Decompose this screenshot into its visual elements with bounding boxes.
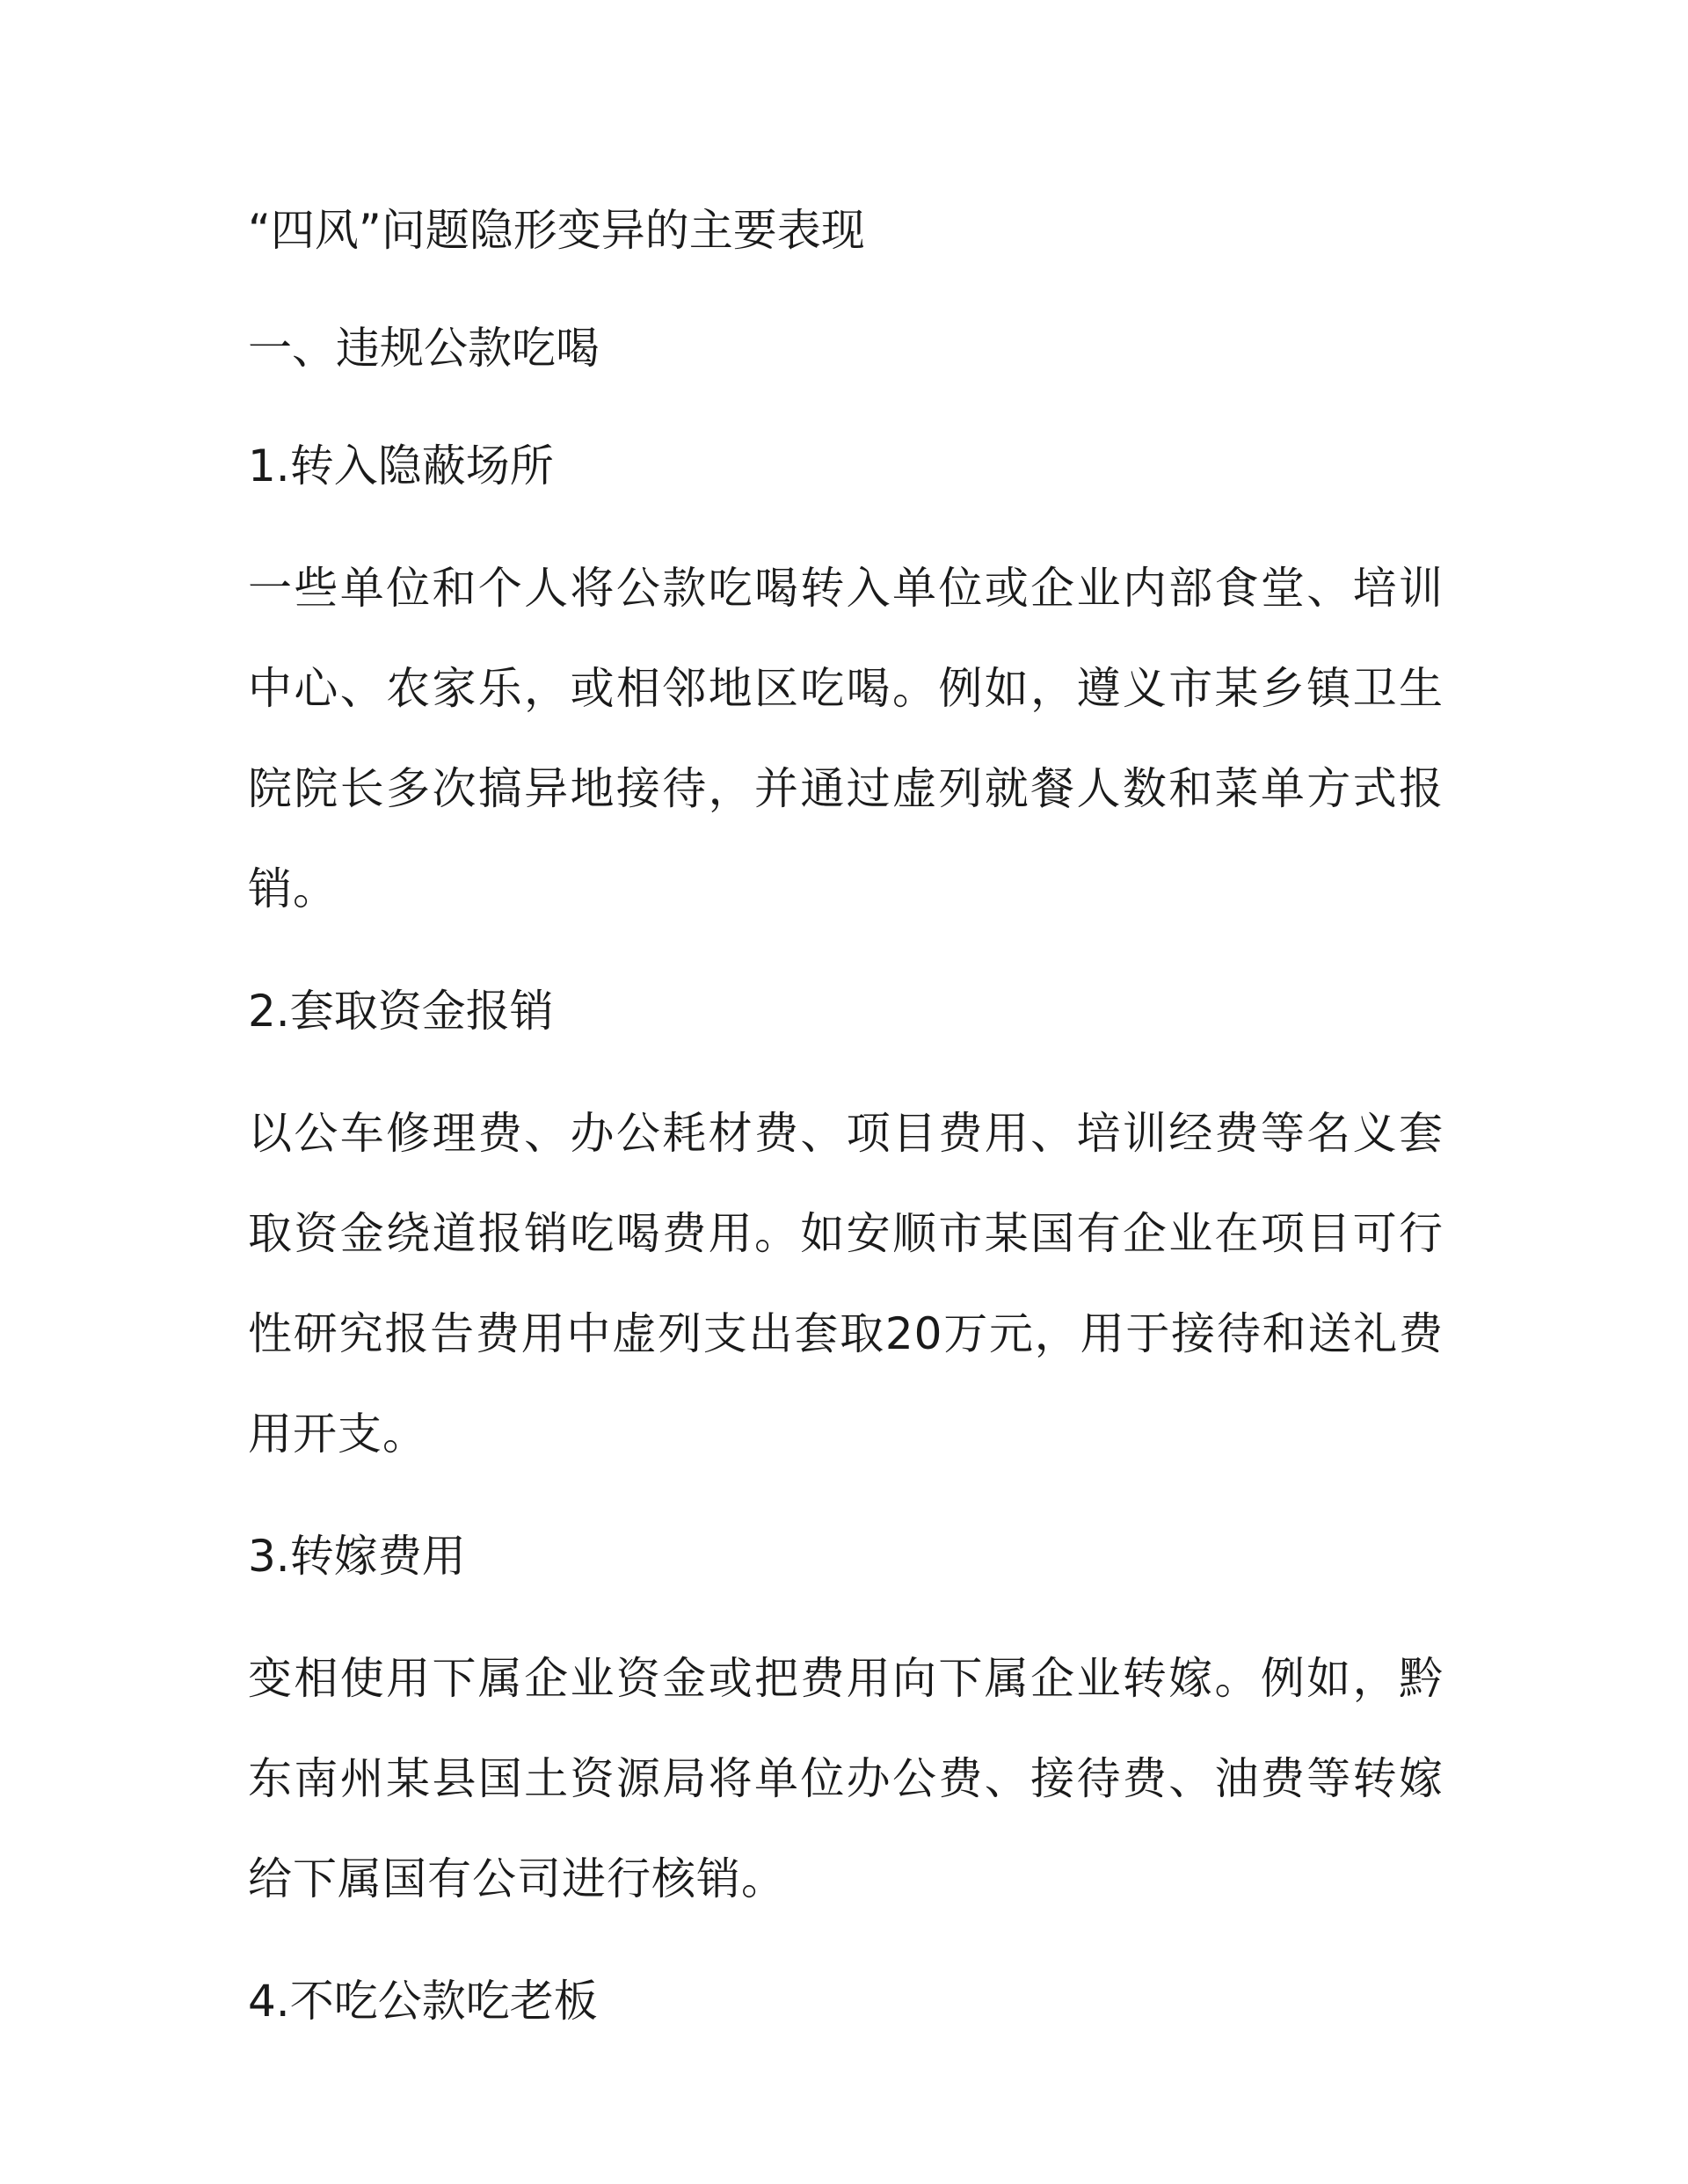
- item-heading-2: 2.套取资金报销: [248, 986, 554, 1037]
- document-title: “四风”问题隐形变异的主要表现: [248, 205, 865, 256]
- item-heading-1: 1.转入隐蔽场所: [248, 440, 554, 491]
- item-body-1: 一些单位和个人将公款吃喝转入单位或企业内部食堂、培训中心、农家乐，或相邻地区吃喝。例如，遵义市某乡镇卫生院院长多次搞异地接待，并通过虚列就餐人数和菜单方式报销。: [248, 563, 1444, 914]
- item-heading-3: 3.转嫁费用: [248, 1531, 466, 1582]
- item-body-2: 以公车修理费、办公耗材费、项目费用、培训经费等名义套取资金绕道报销吃喝费用。如安顺市某国有企业在项目可行性研究报告费用中虚列支出套取20万元，用于接待和送礼费用开支。: [248, 1108, 1444, 1460]
- item-body-3: 变相使用下属企业资金或把费用向下属企业转嫁。例如，黔东南州某县国土资源局将单位办公费、接待费、油费等转嫁给下属国有公司进行核销。: [248, 1653, 1444, 1904]
- document-body: [248, 185, 1461, 2047]
- item-heading-4: 4.不吃公款吃老板: [248, 1976, 598, 2027]
- section-heading: 一、违规公款吃喝: [248, 323, 600, 374]
